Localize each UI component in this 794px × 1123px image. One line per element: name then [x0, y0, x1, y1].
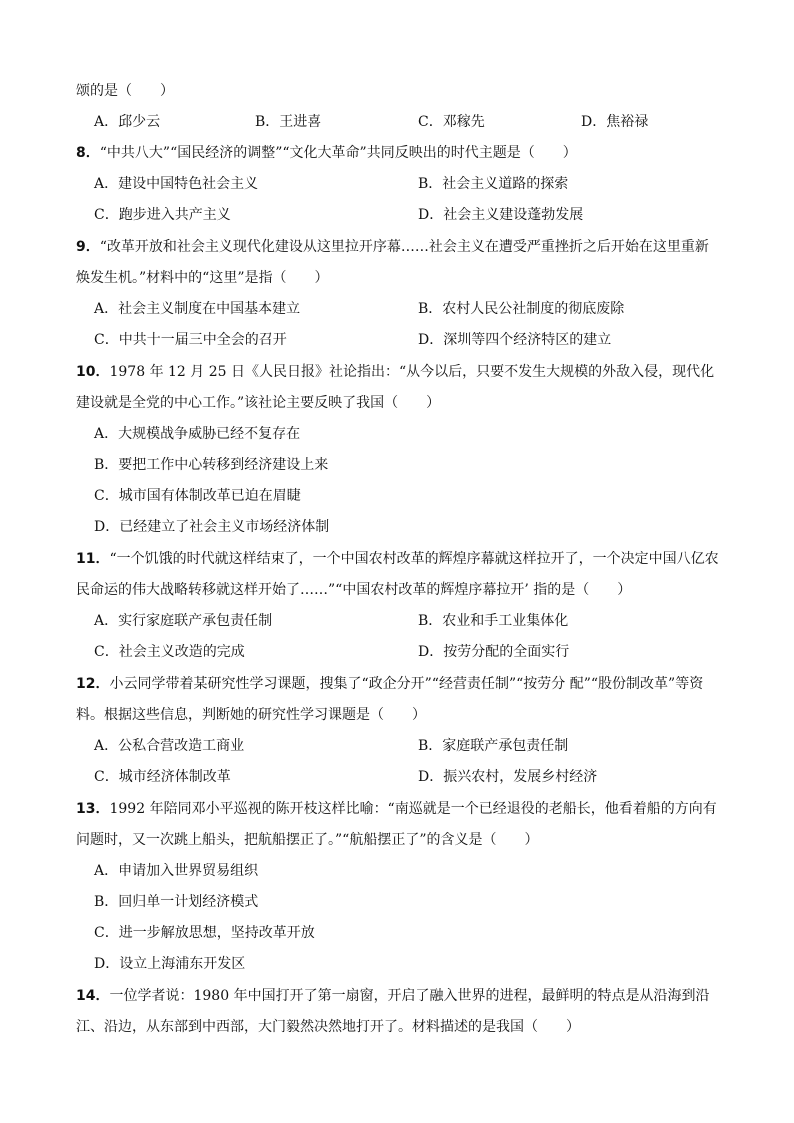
q13-number: 13．	[76, 801, 110, 817]
q12-option-b[interactable]: B．家庭联产承包责任制	[418, 738, 569, 754]
q10-option-d[interactable]: D．已经建立了社会主义市场经济体制	[94, 519, 330, 535]
q12-stem-text-1: 小云同学带着某研究性学习课题，搜集了“政企分开”“经营责任制”“按劳分 配”“股份制改革”等资	[109, 676, 704, 692]
q7-stem-tail: 颂的是（ ）	[76, 83, 174, 99]
q10-number: 10．	[76, 364, 110, 380]
q9-stem-line-1	[76, 237, 709, 257]
q8-option-a[interactable]: A．建设中国特色社会主义	[94, 176, 259, 192]
q13-option-c[interactable]: C．进一步解放思想，坚持改革开放	[94, 925, 315, 941]
q9-number: 9．	[76, 239, 100, 255]
q7-option-d[interactable]: D．焦裕禄	[581, 114, 649, 130]
q8-option-c[interactable]: C．跑步进入共产主义	[94, 207, 231, 223]
q9-option-d[interactable]: D．深圳等四个经济特区的建立	[418, 332, 612, 348]
q10-option-a[interactable]: A．大规模战争威胁已经不复存在	[94, 426, 301, 442]
q9-stem-text-1: “改革开放和社会主义现代化建设从这里拉开序幕……社会主义在遭受严重挫折之后开始在这里重新	[99, 239, 709, 255]
q8-stem	[76, 143, 577, 163]
q11-option-a[interactable]: A．实行家庭联产承包责任制	[94, 613, 273, 629]
q12-option-a[interactable]: A．公私合营改造工商业	[94, 738, 245, 754]
q11-stem-text-1: “一个饥饿的时代就这样结束了，一个中国农村改革的辉煌序幕就这样拉开了，一个决定中国八亿农	[109, 551, 719, 567]
q8-option-d[interactable]: D．社会主义建设蓬勃发展	[418, 207, 584, 223]
q13-option-a[interactable]: A．申请加入世界贸易组织	[94, 863, 259, 879]
q14-stem-line-2: 江、沿边，从东部到中西部，大门毅然决然地打开了。材料描述的是我国（ ）	[76, 1019, 580, 1035]
q11-option-c[interactable]: C．社会主义改造的完成	[94, 644, 245, 660]
q11-option-b[interactable]: B．农业和手工业集体化	[418, 613, 569, 629]
q7-option-b[interactable]: B．王进喜	[255, 114, 322, 130]
q10-stem-text-1: 1978 年 12 月 25 日《人民日报》社论指出：“从今以后，只要不发生大规模的外敌入侵，现代化	[109, 364, 715, 380]
q9-option-c[interactable]: C．中共十一届三中全会的召开	[94, 332, 287, 348]
q10-option-c[interactable]: C．城市国有体制改革已迫在眉睫	[94, 488, 301, 504]
q12-option-c[interactable]: C．城市经济体制改革	[94, 769, 231, 785]
q10-option-b[interactable]: B．要把工作中心转移到经济建设上来	[94, 457, 329, 473]
q10-stem-line-2: 建设就是全党的中心工作。”该社论主要反映了我国（ ）	[76, 395, 441, 411]
q10-stem-line-1	[76, 362, 714, 382]
q12-option-d[interactable]: D．振兴农村，发展乡村经济	[418, 769, 598, 785]
q12-stem-line-2: 料。根据这些信息，判断她的研究性学习课题是（ ）	[76, 707, 426, 723]
q8-stem-text: “中共八大”“国民经济的调整”“文化大革命”共同反映出的时代主题是（ ）	[99, 145, 577, 161]
q9-stem-line-2: 焕发生机。”材料中的“这里”是指（ ）	[76, 270, 329, 286]
q13-stem-line-2: 问题时，又一次跳上船头，把航船摆正了。”“航船摆正了”的含义是（ ）	[76, 832, 539, 848]
q13-stem-text-1: 1992 年陪同邓小平巡视的陈开枝这样比喻：“南巡就是一个已经退役的老船长，他看着船的方向有	[109, 801, 717, 817]
q13-option-b[interactable]: B．回归单一计划经济模式	[94, 894, 259, 910]
q8-option-b[interactable]: B．社会主义道路的探索	[418, 176, 569, 192]
q14-stem-text-1: 一位学者说：1980 年中国打开了第一扇窗，开启了融入世界的进程，最鲜明的特点是从沿海到沿	[109, 988, 710, 1004]
q12-number: 12．	[76, 676, 110, 692]
q9-option-b[interactable]: B．农村人民公社制度的彻底废除	[418, 301, 625, 317]
q11-option-d[interactable]: D．按劳分配的全面实行	[418, 644, 570, 660]
q11-number: 11．	[76, 551, 110, 567]
q7-option-c[interactable]: C．邓稼先	[418, 114, 485, 130]
q9-option-a[interactable]: A．社会主义制度在中国基本建立	[94, 301, 301, 317]
q7-option-a[interactable]: A．邱少云	[94, 114, 161, 130]
q13-option-d[interactable]: D．设立上海浦东开发区	[94, 956, 246, 972]
q11-stem-line-2: 民命运的伟大战略转移就这样开始了……”“中国农村改革的辉煌序幕拉开’ 指的是（ ）	[76, 582, 632, 598]
q14-number: 14．	[76, 988, 110, 1004]
q13-stem-line-1	[76, 799, 717, 819]
q12-stem-line-1	[76, 674, 703, 694]
q8-number: 8．	[76, 145, 100, 161]
q14-stem-line-1	[76, 986, 710, 1006]
q11-stem-line-1	[76, 549, 719, 569]
